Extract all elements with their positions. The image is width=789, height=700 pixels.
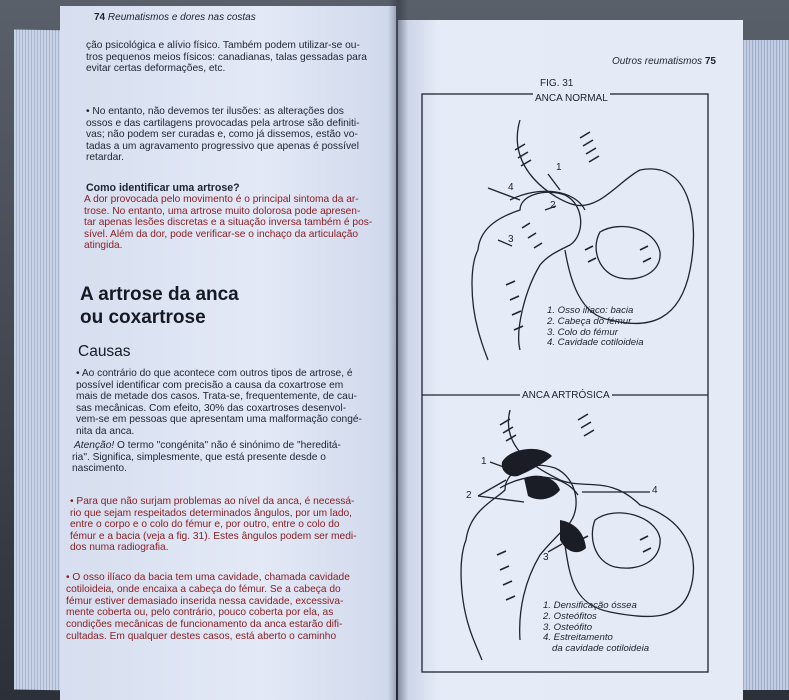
text-line: fémur e a bacia (veja a fig. 31). Estes ângulos podem ser medi- — [70, 530, 357, 542]
fig-top-label-1: 1 — [556, 162, 562, 173]
figure-number: FIG. 31 — [540, 78, 574, 89]
femur-shaft-top — [472, 250, 488, 360]
text-line: cotiloideia, onde encaixa a cabeça do fémur. Se a cabeça do — [66, 583, 341, 595]
text-line: • No entanto, não devemos ter ilusões: as alterações dos — [86, 106, 344, 117]
fig-bottom-label-3: 3 — [543, 552, 549, 563]
text-line: tros pequenos meios físicos: canadianas, talas gessadas para — [86, 51, 367, 63]
legend-item: 3. Colo do fémur — [547, 326, 618, 338]
text-line: tadas a um agravamento progressivo que apenas é possível — [86, 140, 359, 152]
text-line: • O osso ilíaco da bacia tem uma cavidade, chamada cavidade — [66, 572, 350, 583]
label-line-1-top — [548, 174, 560, 190]
atencao-label: Atenção! — [74, 440, 115, 451]
text-line: dos numa radiografia. — [70, 542, 169, 554]
fig-bottom-label-4: 4 — [652, 485, 658, 496]
legend-item: da cavidade cotiloideia — [552, 643, 650, 655]
text-line: • Ao contrário do que acontece com outros tipos de artrose, é — [76, 368, 353, 379]
text-line: • Para que não surjam problemas ao nível da anca, é necessá- — [70, 496, 355, 507]
section-title-line-1: A artrose da anca — [80, 284, 239, 305]
legend-item: 4. Estreitamento — [543, 632, 613, 644]
text-line: A dor provocada pelo movimento é o principal sintoma da ar- — [84, 194, 359, 205]
text-line: tar apenas lesões discretas e a situação inversa também é pos- — [84, 217, 373, 229]
text-line: O termo "congénita" não é sinónimo de "hereditá- — [114, 440, 341, 451]
text-line: ossos e das cartilagens provocadas pela artrose são definiti- — [86, 117, 360, 129]
subsection-title: Causas — [78, 343, 131, 360]
legend-item: 1. Densificação óssea — [543, 600, 637, 611]
text-line: vem-se em pessoas que apresentam uma malformação congé- — [76, 414, 362, 426]
text-line: cultadas. Em qualquer destes casos, está aberto o caminho — [66, 631, 337, 642]
figure-bottom-title: ANCA ARTRÓSICA — [522, 390, 610, 401]
bone-hatching-top — [506, 132, 651, 330]
legend-item: 3. Osteófito — [543, 621, 593, 633]
text-line: mais de metade dos casos. Trata-se, frequentemente, de cau- — [76, 391, 357, 403]
legend-item: 1. Osso ilíaco: bacia — [547, 305, 634, 316]
label-line-4-top — [488, 188, 520, 200]
figure-top-title: ANCA NORMAL — [535, 93, 608, 104]
obturator-hole-top — [596, 226, 660, 278]
text-line: vas; não podem ser curadas e, como já dissemos, estão vo- — [86, 129, 358, 141]
left-running-title: Reumatismos e dores nas costas — [107, 12, 256, 23]
fig-top-label-2: 2 — [550, 200, 556, 211]
label-line-2b-bottom — [478, 496, 524, 502]
right-running-title: Outros reumatismos — [612, 56, 703, 67]
femur-shaft-bottom — [461, 540, 482, 660]
obturator-hole-bottom — [592, 513, 660, 568]
pelvis-outline-top — [517, 120, 693, 323]
text-line: ria". Significa, simplesmente, que está presente desde o — [72, 451, 326, 463]
bone-hatching-bottom — [497, 414, 651, 600]
figure-frame — [422, 94, 708, 672]
text-line: evitar certas deformações, etc. — [86, 63, 226, 75]
text-line: rio que sejam respeitados determinados ângulos, por um lado, — [70, 507, 353, 519]
text-line: retardar. — [86, 152, 124, 164]
legend-item: 2. Osteófitos — [543, 610, 597, 622]
text-line: entre o corpo e o colo do fémur e, por outro, entre o colo do — [70, 519, 340, 531]
fig-top-label-3: 3 — [508, 234, 514, 245]
osteophyte-lower-blob — [560, 520, 586, 552]
right-page-number: 75 — [704, 56, 716, 67]
text-line: trose. No entanto, uma artrose muito dolorosa pode apresen- — [84, 205, 361, 217]
fig-top-label-4: 4 — [508, 182, 514, 193]
label-line-3-bottom — [548, 544, 562, 552]
text-line: possível identificar com precisão a causa da coxartrose em — [76, 379, 344, 391]
text-line: condições mecânicas de funcionamento da anca estarão difi- — [66, 619, 343, 631]
text-line: ção psicológica e alívio físico. Também podem utilizar-se ou- — [86, 40, 360, 51]
text-line: atingida. — [84, 240, 123, 252]
pelvis-outline-bottom — [508, 410, 693, 617]
question-heading: Como identificar uma artrose? — [86, 182, 240, 194]
text-line: sas mecânicas. Com efeito, 30% das coxartroses desenvol- — [76, 402, 347, 414]
text-line: nita da anca. — [76, 426, 135, 437]
section-title-line-2: ou coxartrose — [80, 307, 206, 328]
text-line: sível. Além da dor, pode verificar-se o inchaço da articulação — [84, 228, 359, 240]
text-line: nascimento. — [72, 463, 127, 475]
legend-item: 2. Cabeça do fémur — [547, 315, 632, 327]
left-page-number: 74 — [94, 12, 106, 23]
fig-bottom-label-2: 2 — [466, 490, 472, 501]
fig-bottom-label-1: 1 — [481, 456, 487, 467]
legend-item: 4. Cavidade cotiloideia — [547, 337, 644, 349]
text-line: fémur estiver demasiado inserida nessa cavidade, excessiva- — [66, 595, 344, 607]
text-line: mente coberta ou, pelo contrário, pouco coberta por ela, as — [66, 607, 334, 619]
joint-space-top — [510, 191, 585, 210]
